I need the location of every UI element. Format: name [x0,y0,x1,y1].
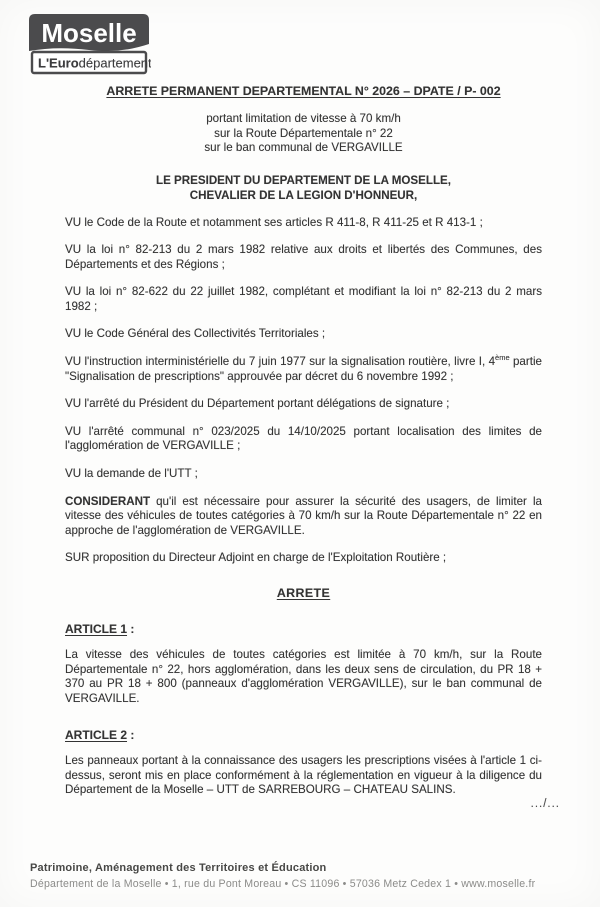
article-1-heading [65,622,542,637]
authority-line: CHEVALIER DE LA LEGION D'HONNEUR, [189,188,418,202]
logo-tagline: L'Eurodépartement [38,55,151,71]
recital-vu-1: VU le Code de la Route et notamment ses articles R 411-8, R 411-25 et R 413-1 ; [65,215,483,229]
article-1-colon: : [127,621,135,636]
article-2-colon: : [127,727,135,742]
article-2-body: Les panneaux portant à la connaissance des usagers les prescriptions visées à l'article 1 ci-dessus, seront mis en place conformément à la réglementation en vigueur à la diligence du Département de la Moselle – UTT de SARREBOURG – CHATEAU SALINS. [65,754,542,797]
recital-vu-2: VU la loi n° 82-213 du 2 mars 1982 relative aux droits et libertés des Communes, des Départements et des Régions ; [65,243,542,271]
recital-vu-3: VU la loi n° 82-622 du 22 juillet 1982, complétant et modifiant la loi n° 82-213 du 2 mars 1982 ; [65,285,542,313]
document-footer [30,862,535,890]
recital-vu-6: VU l'arrêté du Président du Département portant délégations de signature ; [65,397,450,411]
subtitle-line: sur la Route Départementale n° 22 [214,126,393,140]
footer-address: Département de la Moselle • 1, rue du Pont Moreau • CS 11096 • 57036 Metz Cedex 1 • www.moselle.fr [30,878,536,890]
recital-vu-4: VU le Code Général des Collectivités Territoriales ; [65,327,326,341]
document-subtitle [65,112,542,156]
arrete-heading: ARRETE [276,586,331,600]
recital-vu-7: VU l'arrêté communal n° 023/2025 du 14/10/2025 portant localisation des limites de l'agglomération de VERGAVILLE ; [65,424,542,453]
issuing-authority [65,173,542,203]
recital-vu-5-text: partie "Signalisation de prescriptions" approuvée par décret du 6 novembre 1992 ; [65,355,542,383]
document-body [65,0,542,810]
page-continuation-mark: .../... [530,798,560,810]
article-2-label: ARTICLE 2 [65,727,128,742]
article-2-heading [65,728,542,743]
article-1-body: La vitesse des véhicules de toutes catégories est limitée à 70 km/h, sur la Route Départementale n° 22, hors agglomération, dans les deux sens de circulation, du PR 18 + 370 au PR 18 + 800 (panneaux d'agglomération VERGAVILLE), sur le ban communal de VERGAVILLE. [65,648,542,705]
considerant-keyword: CONSIDERANT [65,494,151,508]
logo-wordmark: Moselle [41,18,137,48]
recital-vu-5-text: VU l'instruction interministérielle du 7 juin 1977 sur la signalisation routière, livre I, 4 [65,355,496,369]
authority-line: LE PRESIDENT DU DEPARTEMENT DE LA MOSELLE, [155,173,451,187]
subtitle-line: sur le ban communal de VERGAVILLE [204,141,403,154]
considerant-paragraph [65,495,542,539]
document-title: ARRETE PERMANENT DEPARTEMENTAL N° 2026 – DPATE / P- 002 [106,84,501,98]
footer-department-service: Patrimoine, Aménagement des Territoires et Éducation [30,862,327,874]
article-1-label: ARTICLE 1 [65,621,128,636]
sur-proposition-paragraph: SUR proposition du Directeur Adjoint en charge de l'Exploitation Routière ; [65,551,447,565]
subtitle-line: portant limitation de vitesse à 70 km/h [206,112,401,125]
considerant-text: qu'il est nécessaire pour assurer la sécurité des usagers, de limiter la vitesse des véhicules de toutes catégories à 70 km/h sur la Route Départementale n° 22 en approche de l'agglomération de VERGAVILLE. [65,494,542,537]
ordinal-superscript: ème [495,353,510,363]
recital-vu-5 [65,355,542,384]
recital-vu-8: VU la demande de l'UTT ; [65,467,198,481]
